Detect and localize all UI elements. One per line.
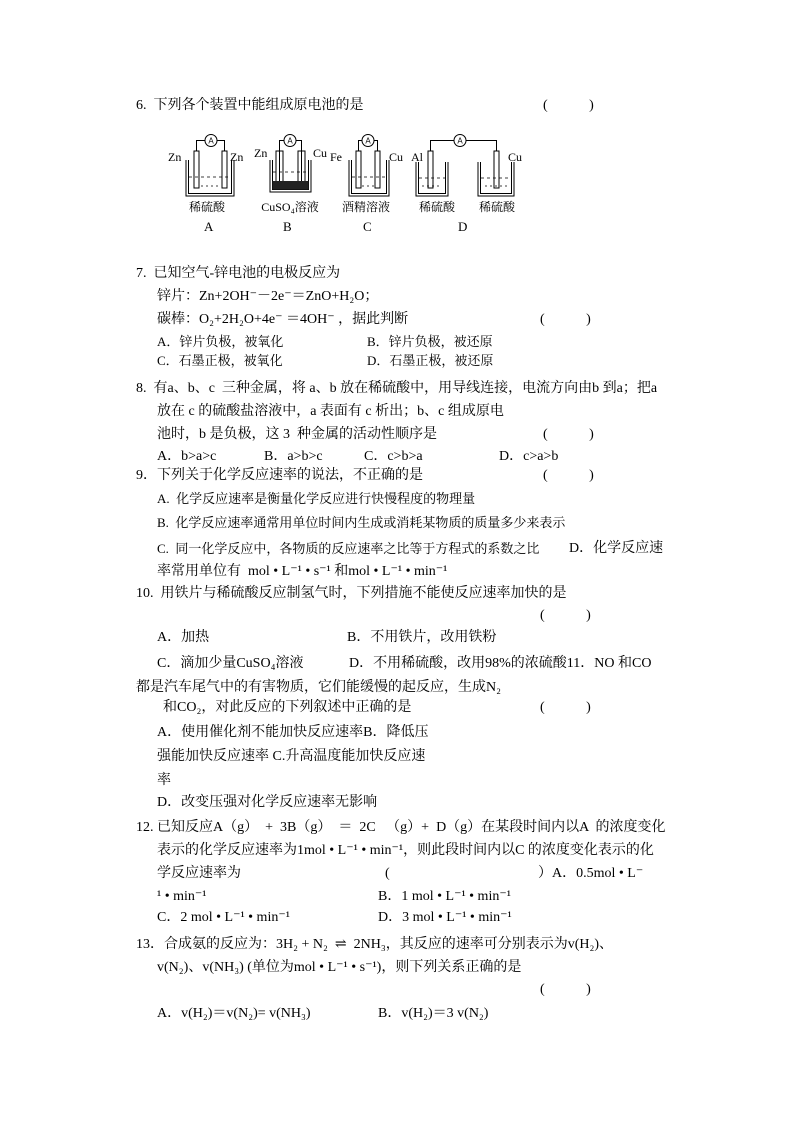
q12-line-1: 12. 已知反应A（g） + 3B（g） ＝ 2C （g）+ D（g）在某段时间内以A 的浓度变化 bbox=[136, 820, 666, 835]
q7-option-a: A．锌片负极，被氧化 bbox=[157, 334, 284, 349]
q7-option-c: C．石墨正极，被氧化 bbox=[157, 353, 283, 368]
apparatus-d bbox=[416, 135, 514, 197]
q11-line-5: 强能加快反应速率 C.升高温度能加快反应速 bbox=[157, 749, 426, 764]
q12-option-c: C．2 mol • L⁻¹ • min⁻¹ bbox=[157, 910, 290, 925]
wire bbox=[197, 141, 206, 152]
q8-answer-blank: ( ) bbox=[543, 427, 596, 442]
q12-line-3: 学反应速率为 bbox=[157, 866, 241, 881]
q12-option-a-continued: ¹ • min⁻¹ bbox=[157, 889, 207, 904]
q7-stem: 7. 已知空气-锌电池的电极反应为 bbox=[136, 266, 341, 281]
q10-option-c: C．滴加少量CuSO₄溶液 bbox=[157, 656, 304, 671]
electrode-label-b-left: Zn bbox=[254, 146, 268, 160]
q9-option-a: A. 化学反应速率是衡量化学反应进行快慢程度的物理量 bbox=[157, 491, 476, 506]
q6-apparatus-figure bbox=[160, 128, 530, 200]
q10-option-d: D．不用稀硫酸，改用98%的浓硫酸 bbox=[349, 656, 567, 671]
q7-answer-blank: ( ) bbox=[540, 312, 593, 327]
q10-stem: 10. 用铁片与稀硫酸反应制氢气时，下列措施不能使反应速率加快的是 bbox=[136, 586, 567, 601]
q10-d-and-q11-line bbox=[349, 655, 651, 673]
apparatus-letter-b: B bbox=[283, 219, 292, 234]
q9-answer-blank: ( ) bbox=[543, 468, 596, 483]
q11-line-3: 和CO₂，对此反应的下列叙述中正确的是 bbox=[163, 700, 412, 715]
wire bbox=[359, 141, 363, 152]
q8-line-2: 放在 c 的硫酸盐溶液中，a 表面有 c 析出；b、c 组成原电 bbox=[157, 404, 504, 419]
ammeter-symbol: A bbox=[457, 136, 463, 146]
q9-stem: 9．下列关于化学反应速率的说法，不正确的是 bbox=[136, 468, 423, 483]
q13-option-b: B．v(H₂)＝3 v(N₂) bbox=[378, 1006, 489, 1021]
q9-option-d-continued: 率常用单位有 mol • L⁻¹ • s⁻¹ 和mol • L⁻¹ • min⁻¹ bbox=[157, 564, 448, 579]
q12-blank-open: ( bbox=[385, 866, 390, 881]
q12-blank-close: ） bbox=[538, 866, 552, 881]
q9-option-c: C. 同一化学反应中，各物质的反应速率之比等于方程式的系数之比 bbox=[157, 541, 540, 556]
ammeter-symbol: A bbox=[287, 136, 293, 146]
q7-option-b: B．锌片负极，被还原 bbox=[367, 334, 493, 349]
wire bbox=[431, 141, 455, 152]
solution-label-d-right: 稀硫酸 bbox=[478, 200, 515, 214]
electrode bbox=[222, 151, 227, 188]
q12-line-2: 表示的化学反应速率为1mol • L⁻¹ • min⁻¹，则此段时间内以C 的浓度变化表示的化 bbox=[157, 843, 654, 858]
q8-option-b: B．a>b>c bbox=[264, 449, 323, 464]
q7-carbon-reaction: 碳棒：O₂+2H₂O+4e⁻ ＝4OH⁻ ，据此判断 bbox=[157, 312, 409, 327]
q12-option-a: A．0.5mol • L⁻ bbox=[552, 866, 644, 881]
q11-stem-start: 11．NO 和CO bbox=[566, 656, 652, 671]
electrode-label-c-right: Cu bbox=[389, 150, 404, 164]
solution-label-a: 稀硫酸 bbox=[188, 200, 225, 214]
q9-option-d: D．化学反应速 bbox=[569, 541, 664, 556]
q11-line-2: 都是汽车尾气中的有害物质，它们能缓慢的起反应，生成N₂ bbox=[136, 680, 501, 695]
q11-answer-blank: ( ) bbox=[540, 700, 593, 715]
q13-line-2: v(N₂)、v(NH₃) (单位为mol • L⁻¹ • s⁻¹)，则下列关系正确的是 bbox=[157, 960, 522, 975]
apparatus-letter-a: A bbox=[204, 219, 214, 234]
q10-option-b: B．不用铁片，改用铁粉 bbox=[347, 630, 497, 645]
solution-label-c: 酒精溶液 bbox=[341, 200, 390, 214]
apparatus-c bbox=[349, 135, 389, 197]
q12-option-d: D．3 mol • L⁻¹ • min⁻¹ bbox=[378, 910, 512, 925]
electrode bbox=[494, 151, 499, 188]
apparatus-letter-d: D bbox=[458, 219, 468, 234]
beaker bbox=[349, 160, 389, 196]
q11-line-4: A．使用催化剂不能加快反应速率B．降低压 bbox=[157, 725, 429, 740]
wire bbox=[296, 141, 302, 152]
q12-blank-close-and-option-a bbox=[538, 865, 643, 883]
electrode bbox=[194, 151, 199, 188]
q7-zinc-reaction: 锌片：Zn+2OH⁻－2e⁻＝ZnO+H₂O； bbox=[157, 289, 379, 304]
wire bbox=[374, 141, 378, 152]
electrode-label-a-right: Zn bbox=[230, 150, 244, 164]
ammeter-symbol: A bbox=[208, 136, 214, 146]
q8-option-d: D．c>a>b bbox=[499, 449, 559, 464]
q11-option-d: D．改变压强对化学反应速率无影响 bbox=[157, 795, 378, 810]
ammeter-symbol: A bbox=[365, 136, 371, 146]
apparatus-letter-c: C bbox=[363, 219, 372, 234]
q8-option-c: C．c>b>a bbox=[364, 449, 423, 464]
solution-shading bbox=[273, 181, 309, 190]
electrode-label-b-right: Cu bbox=[313, 146, 328, 160]
wire bbox=[217, 141, 225, 152]
electrode bbox=[428, 151, 433, 188]
wire bbox=[466, 141, 497, 152]
q10-answer-blank: ( ) bbox=[540, 608, 593, 623]
electrode-label-d-right: Cu bbox=[508, 150, 523, 164]
apparatus-a bbox=[186, 135, 234, 197]
electrode bbox=[356, 151, 361, 188]
q8-line-3: 池时，b 是负极，这 3 种金属的活动性顺序是 bbox=[157, 427, 437, 442]
q6-stem: 6. 下列各个装置中能组成原电池的是 bbox=[136, 98, 364, 113]
q13-option-a: A．v(H₂)＝v(N₂)= v(NH₃) bbox=[157, 1006, 311, 1021]
q6-answer-blank: ( ) bbox=[543, 98, 596, 113]
wire bbox=[280, 141, 285, 152]
q11-line-6: 率 bbox=[157, 773, 171, 788]
electrode-label-d-left: Al bbox=[411, 150, 423, 164]
q13-line-1: 13．合成氨的反应为：3H₂ + N₂ ⇌ 2NH₃，其反应的速率可分别表示为v(H₂)、 bbox=[136, 937, 614, 952]
q12-option-b: B．1 mol • L⁻¹ • min⁻¹ bbox=[378, 889, 511, 904]
solution-label-d-left: 稀硫酸 bbox=[418, 200, 455, 214]
q9-option-b: B. 化学反应速率通常用单位时间内生成或消耗某物质的质量多少来表示 bbox=[157, 515, 566, 530]
electrode bbox=[375, 151, 380, 188]
solution-label-b: CuSO₄溶液 bbox=[261, 200, 319, 214]
q7-option-d: D．石墨正极，被还原 bbox=[367, 353, 494, 368]
q13-answer-blank: ( ) bbox=[540, 982, 593, 997]
q8-option-a: A．b>a>c bbox=[157, 449, 217, 464]
apparatus-b bbox=[270, 135, 311, 193]
electrode-label-a-left: Zn bbox=[168, 150, 182, 164]
q10-option-a: A．加热 bbox=[157, 630, 210, 645]
electrode-label-c-left: Fe bbox=[330, 150, 342, 164]
q8-line-1: 8. 有a、b、c 三种金属，将 a、b 放在稀硫酸中，用导线连接，电流方向由b 到a；把a bbox=[136, 381, 658, 396]
